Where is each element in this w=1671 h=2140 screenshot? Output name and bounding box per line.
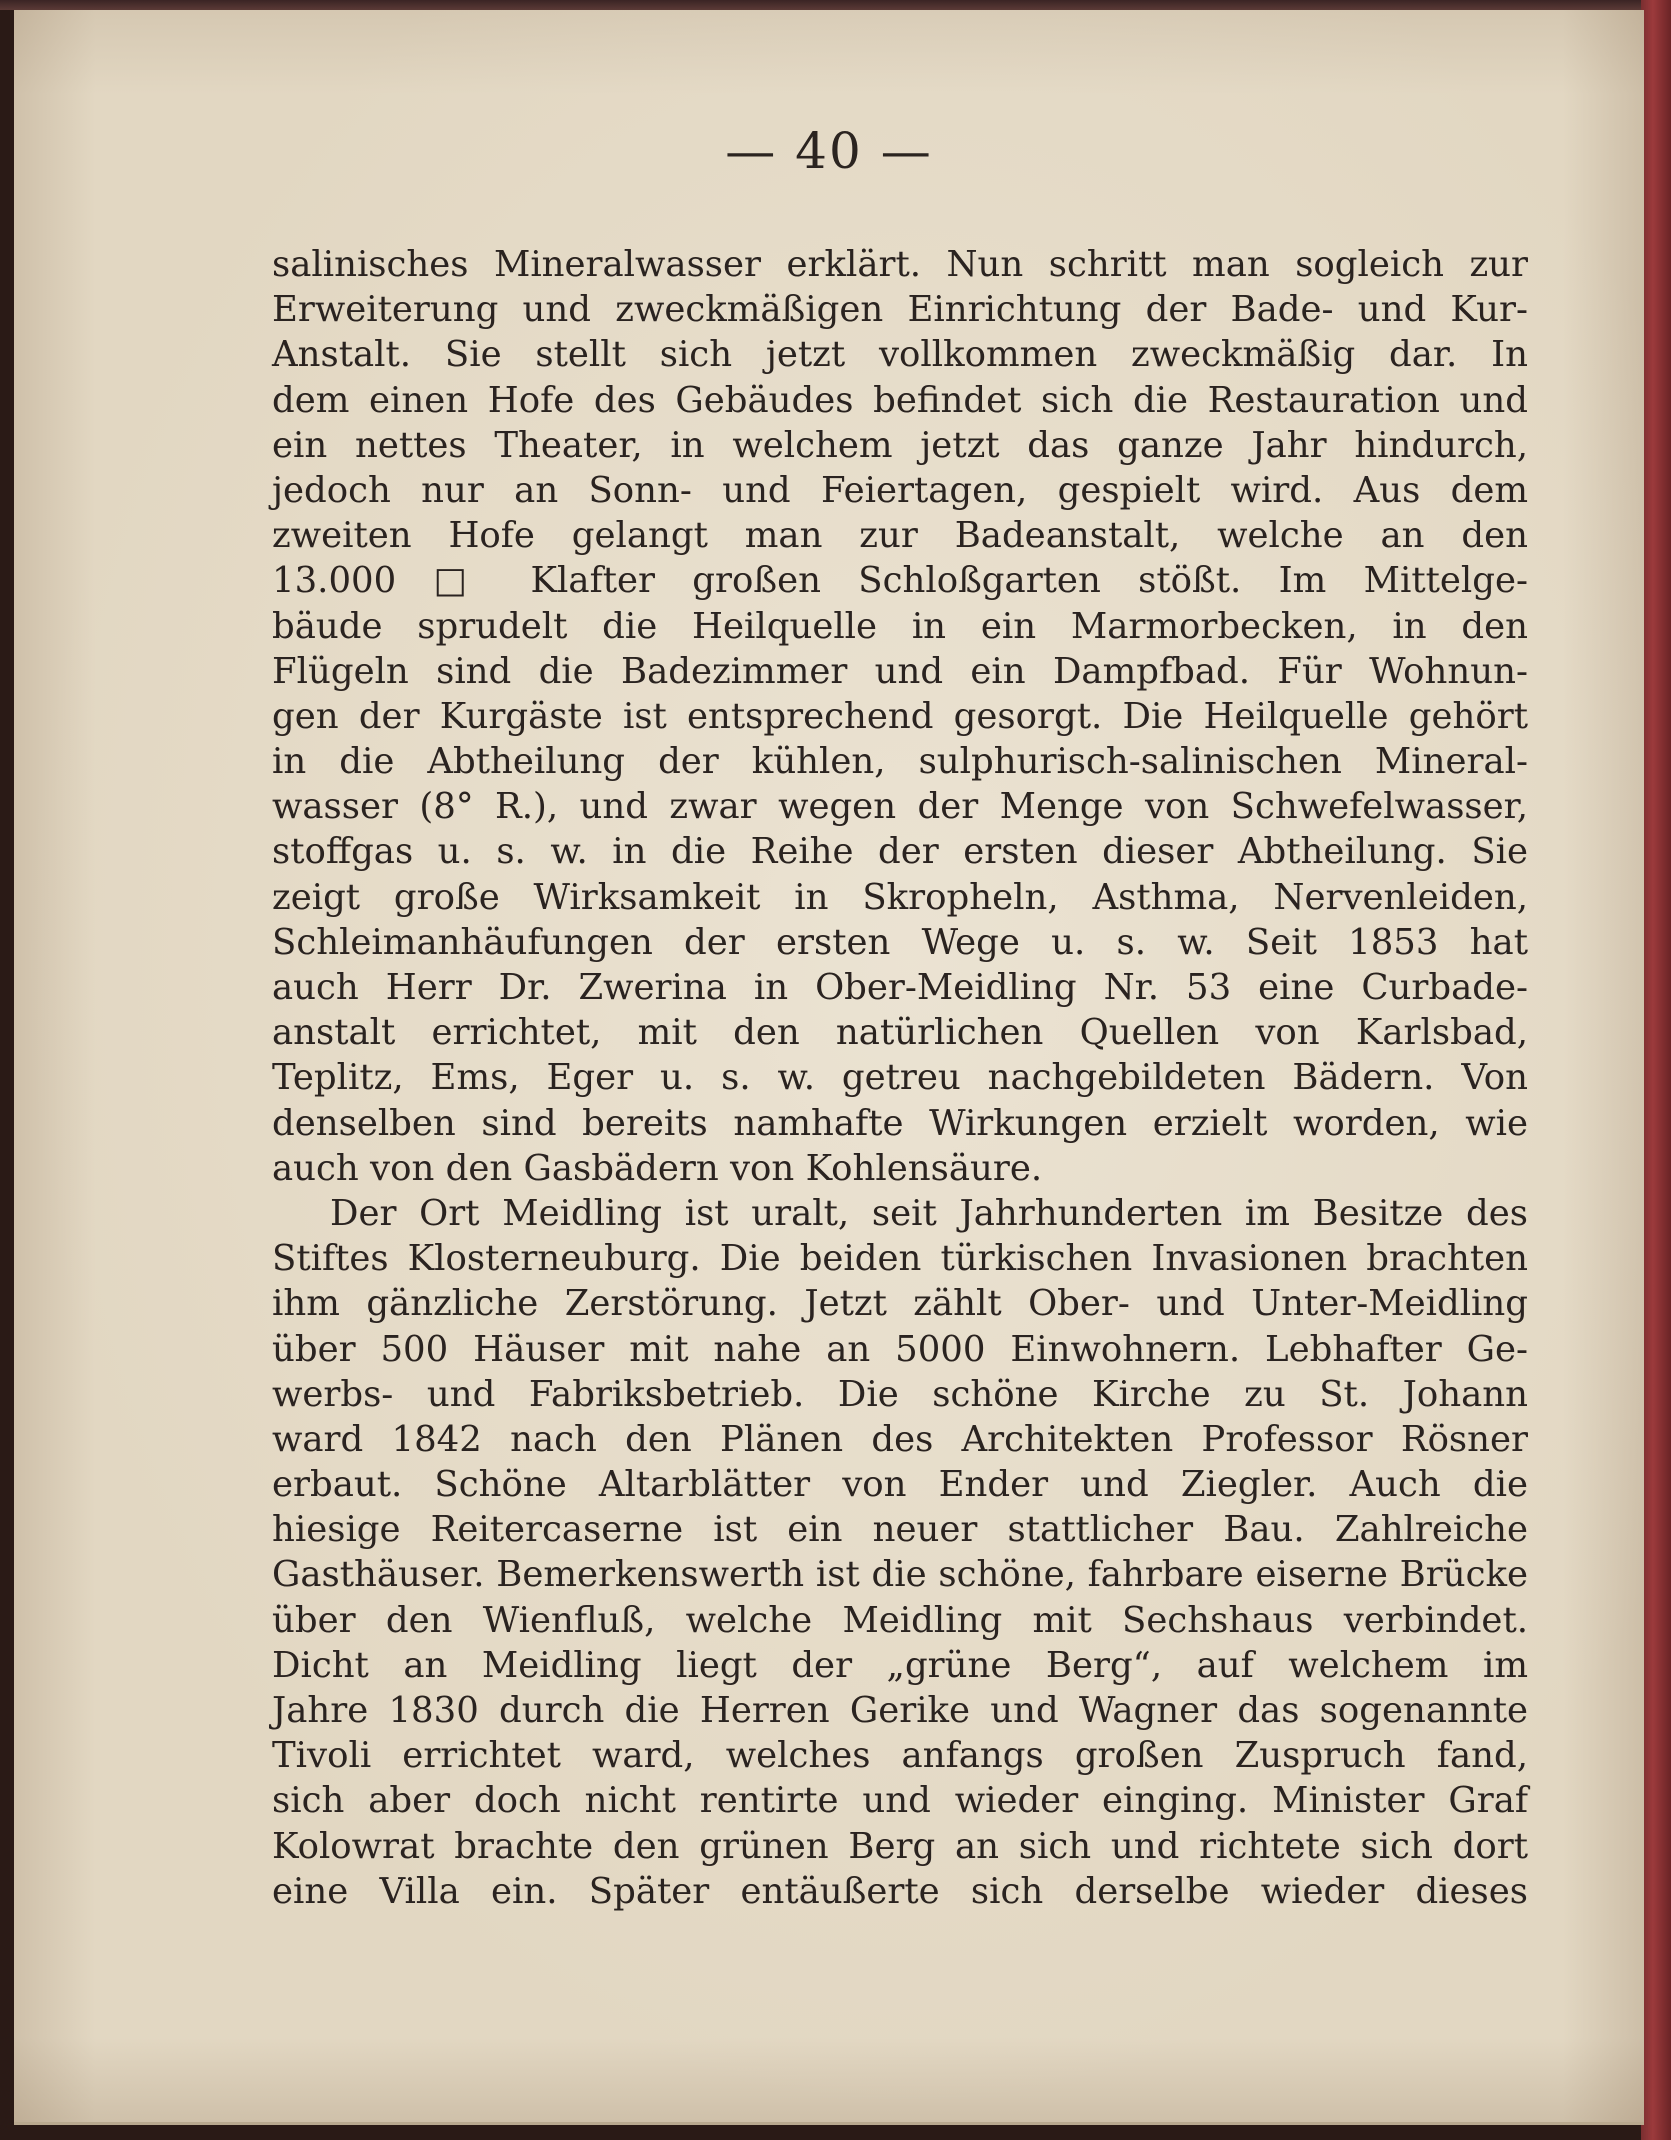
text-line: salinisches Mineralwasser erklärt. Nun schritt man sogleich zur <box>272 244 1528 285</box>
text-line: jedoch nur an Sonn- und Feiertagen, gespielt wird. Aus dem <box>272 469 1528 511</box>
text-line: zweiten Hofe gelangt man zur Badeanstalt, welche an den <box>272 515 1528 557</box>
text-line: dem einen Hofe des Gebäudes befindet sich die Restauration und <box>272 379 1528 421</box>
text-line-paragraph-end: auch von den Gasbädern von Kohlensäure. <box>272 1147 1043 1189</box>
text-line: werbs- und Fabriksbetrieb. Die schöne Kirche zu St. Johann <box>272 1373 1528 1415</box>
text-line-paragraph-start: Der Ort Meidling ist uralt, seit Jahrhunderten im Besitze des <box>330 1192 1528 1234</box>
text-line: ihm gänzliche Zerstörung. Jetzt zählt Ober- und Unter-Meidling <box>272 1283 1528 1325</box>
text-line: Dicht an Meidling liegt der „grüne Berg“, auf welchem im <box>272 1644 1528 1686</box>
text-line: Teplitz, Ems, Eger u. s. w. getreu nachgebildeten Bädern. Von <box>272 1057 1528 1099</box>
text-line: denselben sind bereits namhafte Wirkungen erzielt worden, wie <box>272 1102 1528 1144</box>
text-line: Flügeln sind die Badezimmer und ein Dampfbad. Für Wohnun- <box>272 650 1528 692</box>
text-line: auch Herr Dr. Zwerina in Ober-Meidling Nr. 53 eine Curbade- <box>272 967 1528 1008</box>
book-cover-edge <box>1641 0 1671 2140</box>
text-line: anstalt errichtet, mit den natürlichen Quellen von Karlsbad, <box>272 1012 1528 1054</box>
book-binding-edge <box>0 0 1671 10</box>
text-line: Stiftes Klosterneuburg. Die beiden türkischen Invasionen brachten <box>272 1238 1528 1280</box>
text-line: über den Wienfluß, welche Meidling mit Sechshaus verbindet. <box>272 1599 1528 1641</box>
text-line: eine Villa ein. Später entäußerte sich derselbe wieder dieses <box>272 1870 1528 1912</box>
text-line: ein nettes Theater, in welchem jetzt das ganze Jahr hindurch, <box>272 424 1528 466</box>
text-line: Gasthäuser. Bemerkenswerth ist die schöne, fahrbare eiserne Brücke <box>272 1554 1528 1596</box>
book-page <box>14 10 1644 2125</box>
text-line: wasser (8° R.), und zwar wegen der Menge von Schwefelwasser, <box>272 786 1528 828</box>
text-line: Kolowrat brachte den grünen Berg an sich und richtete sich dort <box>272 1825 1528 1867</box>
text-line: 13.000 □ Klafter großen Schloßgarten stößt. Im Mittelge- <box>272 560 1528 602</box>
text-line: bäude sprudelt die Heilquelle in ein Marmorbecken, in den <box>272 605 1528 647</box>
page-number: — 40 — <box>725 122 933 180</box>
text-line: zeigt große Wirksamkeit in Skropheln, Asthma, Nervenleiden, <box>272 876 1528 918</box>
text-line: sich aber doch nicht rentirte und wieder einging. Minister Graf <box>272 1780 1528 1822</box>
text-line: Erweiterung und zweckmäßigen Einrichtung der Bade- und Kur- <box>272 289 1528 331</box>
text-line: hiesige Reitercaserne ist ein neuer stattlicher Bau. Zahlreiche <box>272 1509 1528 1551</box>
text-line: Anstalt. Sie stellt sich jetzt vollkommen zweckmäßig dar. In <box>272 334 1528 376</box>
text-line: über 500 Häuser mit nahe an 5000 Einwohnern. Lebhafter Ge- <box>272 1328 1528 1370</box>
body-text <box>272 242 1528 1914</box>
text-line: ward 1842 nach den Plänen des Architekten Professor Rösner <box>272 1418 1528 1460</box>
text-line: erbaut. Schöne Altarblätter von Ender und Ziegler. Auch die <box>272 1464 1528 1506</box>
text-line: gen der Kurgäste ist entsprechend gesorgt. Die Heilquelle gehört <box>272 695 1528 737</box>
text-line: in die Abtheilung der kühlen, sulphurisch-salinischen Mineral- <box>272 741 1528 783</box>
text-line: Schleimanhäufungen der ersten Wege u. s. w. Seit 1853 hat <box>272 921 1528 963</box>
text-line: Tivoli errichtet ward, welches anfangs großen Zuspruch fand, <box>272 1735 1528 1777</box>
text-line: Jahre 1830 durch die Herren Gerike und Wagner das sogenannte <box>272 1690 1528 1731</box>
text-line: stoffgas u. s. w. in die Reihe der ersten dieser Abtheilung. Sie <box>272 831 1528 873</box>
